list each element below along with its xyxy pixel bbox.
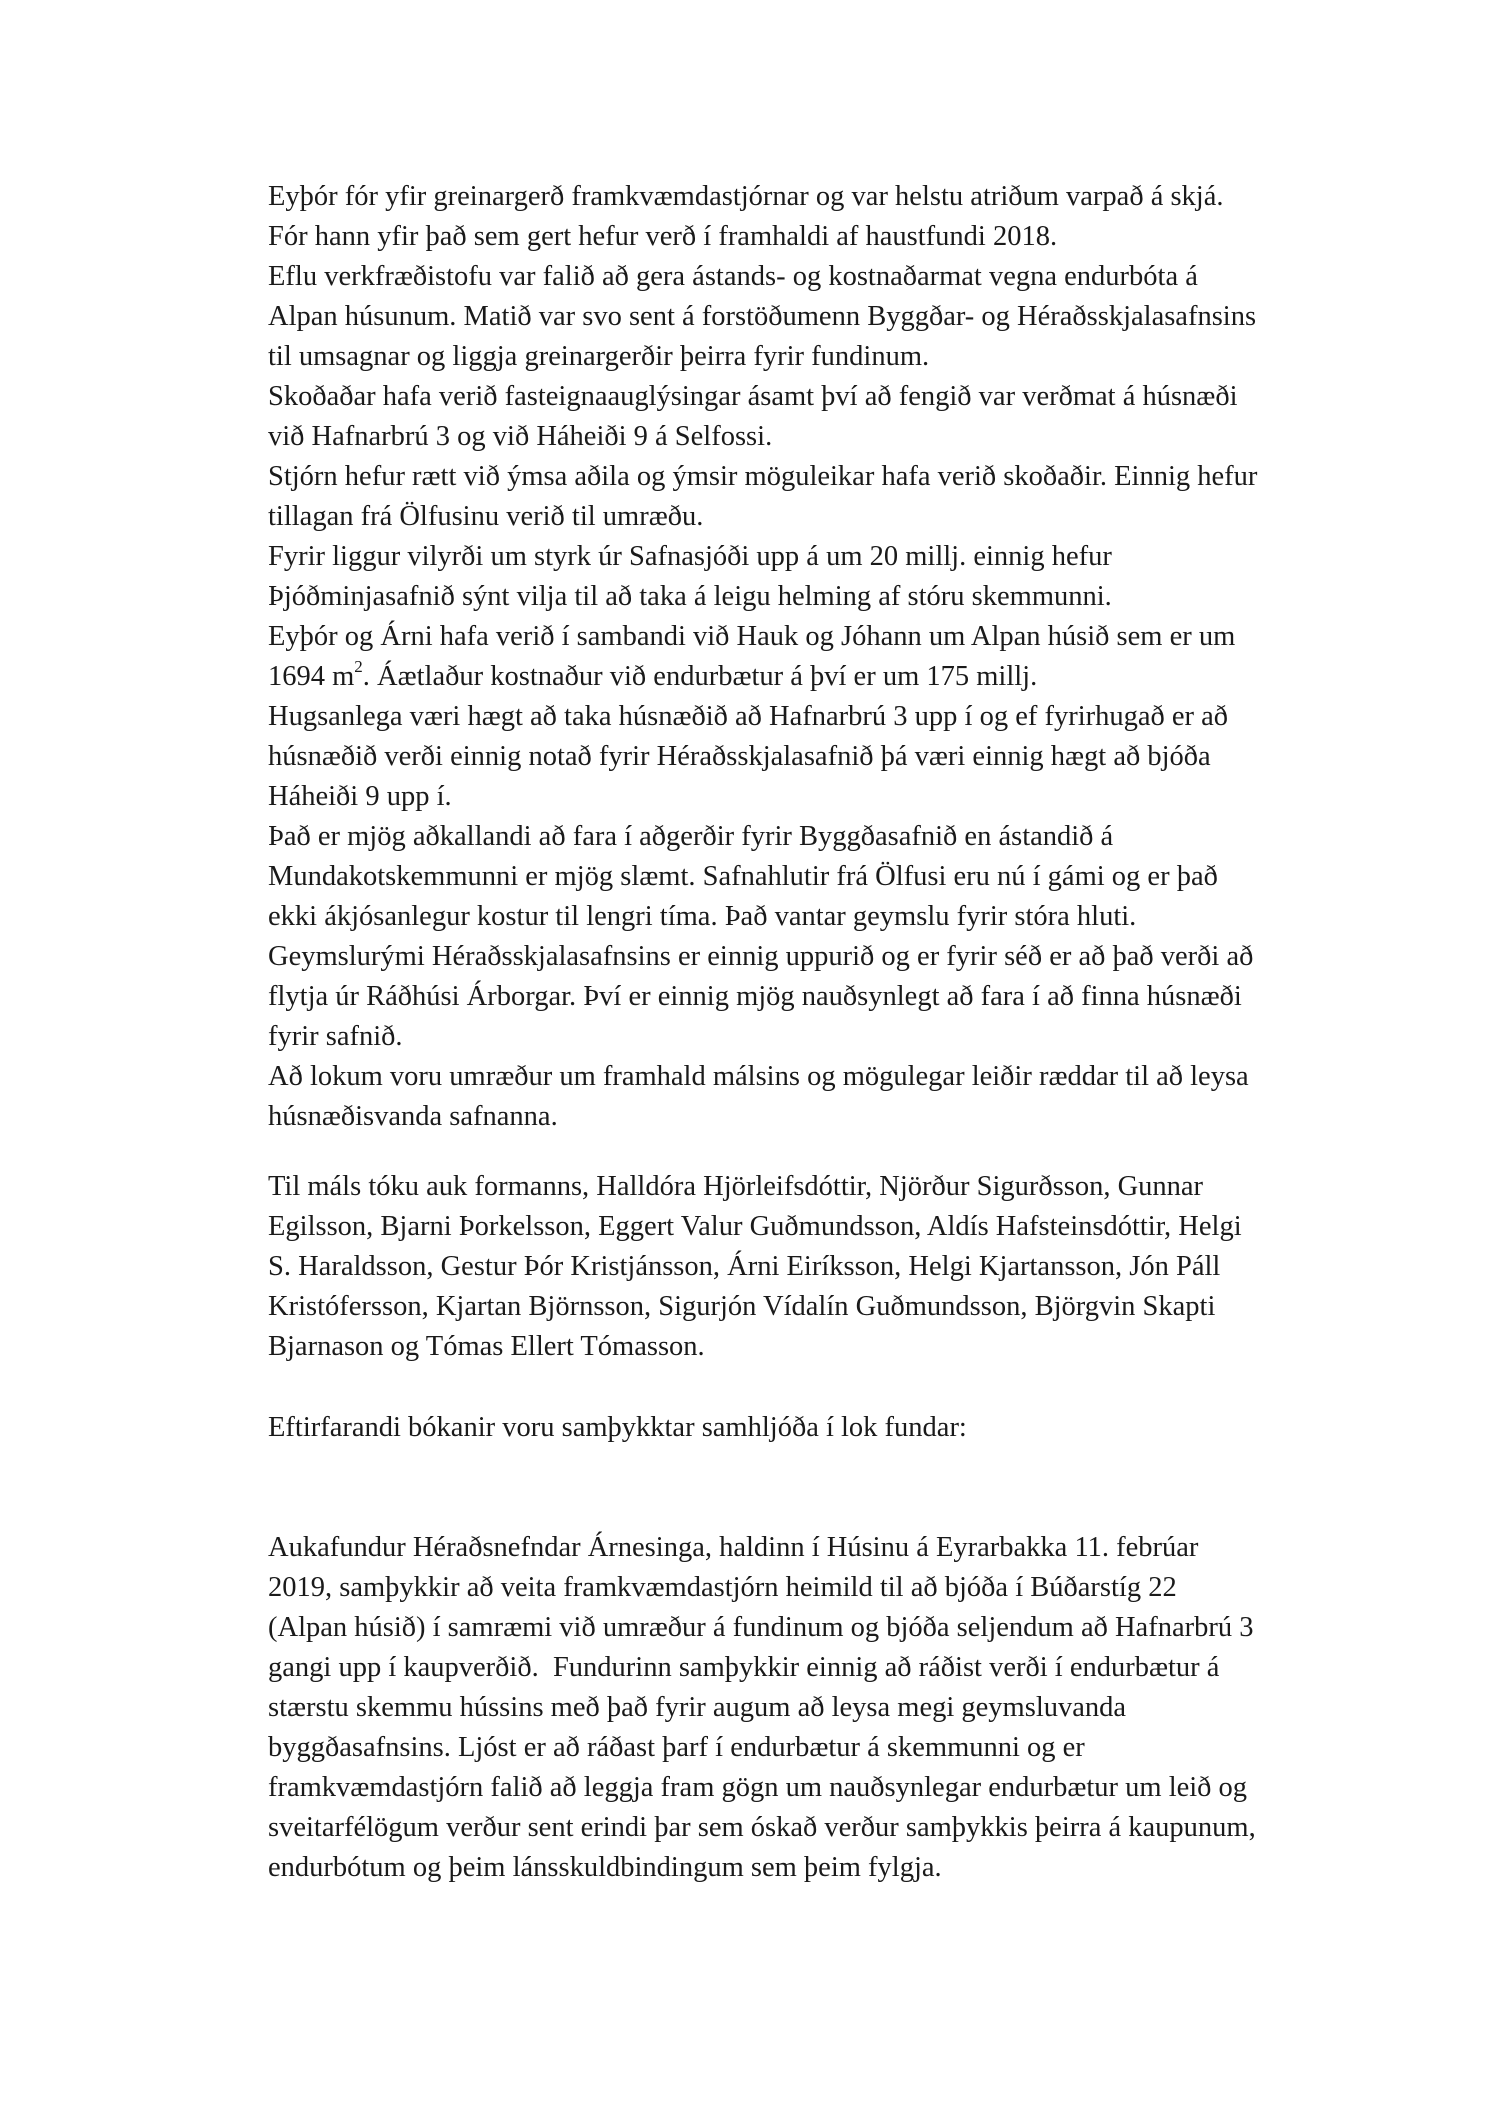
text-line: húsnæðisvanda safnanna. (268, 1101, 558, 1132)
text-line: Mundakotskemmunni er mjög slæmt. Safnahlutir frá Ölfusi eru nú í gámi og er það (268, 861, 1218, 892)
text-line: Alpan húsunum. Matið var svo sent á forstöðumenn Byggðar- og Héraðsskjalasafnsins (268, 301, 1257, 332)
text-line: 2019, samþykkir að veita framkvæmdastjórn heimild til að bjóða í Búðarstíg 22 (268, 1572, 1177, 1603)
text-line: S. Haraldsson, Gestur Þór Kristjánsson, Árni Eiríksson, Helgi Kjartansson, Jón Páll (268, 1251, 1221, 1282)
text-line: Geymslurými Héraðsskjalasafnsins er einnig uppurið og er fyrir séð er að það verði að (268, 941, 1254, 972)
text-line: Þjóðminjasafnið sýnt vilja til að taka á leigu helming af stóru skemmunni. (268, 581, 1112, 612)
text-line: Það er mjög aðkallandi að fara í aðgerðir fyrir Byggðasafnið en ástandið á (268, 821, 1114, 852)
area-cost-text: . Áætlaður kostnaður við endurbætur á því er um 175 millj. (362, 661, 1038, 692)
text-line: Háheiði 9 upp í. (268, 781, 452, 812)
text-line: Skoðaðar hafa verið fasteignaauglýsingar ásamt því að fengið var verðmat á húsnæði (268, 381, 1238, 412)
text-line: stærstu skemmu hússins með það fyrir augum að leysa megi geymsluvanda (268, 1692, 1127, 1723)
area-line (268, 657, 1338, 697)
text-line: Eyþór fór yfir greinargerð framkvæmdastjórnar og var helstu atriðum varpað á skjá. (268, 181, 1224, 212)
text-line: til umsagnar og liggja greinargerðir þeirra fyrir fundinum. (268, 341, 930, 372)
text-line: (Alpan húsið) í samræmi við umræður á fundinum og bjóða seljendum að Hafnarbrú 3 (268, 1612, 1254, 1643)
text-line: Eflu verkfræðistofu var falið að gera ástands- og kostnaðarmat vegna endurbóta á (268, 261, 1198, 292)
text-line: endurbótum og þeim lánsskuldbindingum sem þeim fylgja. (268, 1852, 942, 1883)
text-line: Til máls tóku auk formanns, Halldóra Hjörleifsdóttir, Njörður Sigurðsson, Gunnar (268, 1171, 1204, 1202)
resolution-paragraph (268, 1528, 1338, 1888)
text-line: framkvæmdastjórn falið að leggja fram gögn um nauðsynlegar endurbætur um leið og (268, 1772, 1248, 1803)
text-line: Eyþór og Árni hafa verið í sambandi við Hauk og Jóhann um Alpan húsið sem er um (268, 621, 1236, 652)
text-line: Fór hann yfir það sem gert hefur verð í framhaldi af haustfundi 2018. (268, 221, 1058, 252)
text-line: gangi upp í kaupverðið. Fundurinn samþykkir einnig að ráðist verði í endurbætur á (268, 1652, 1220, 1683)
text-line: við Hafnarbrú 3 og við Háheiði 9 á Selfossi. (268, 421, 773, 452)
area-unit-superscript: 2 (354, 656, 363, 676)
text-line: húsnæðið verði einnig notað fyrir Héraðsskjalasafnið þá væri einnig hægt að bjóða (268, 741, 1211, 772)
text-line: flytja úr Ráðhúsi Árborgar. Því er einnig mjög nauðsynlegt að fara í að finna húsnæði (268, 981, 1242, 1012)
text-line: Egilsson, Bjarni Þorkelsson, Eggert Valur Guðmundsson, Aldís Hafsteinsdóttir, Helgi (268, 1211, 1242, 1242)
area-value: 1694 m (268, 661, 355, 692)
text-line: Fyrir liggur vilyrði um styrk úr Safnasjóði upp á um 20 millj. einnig hefur (268, 541, 1112, 572)
text-line: tillagan frá Ölfusinu verið til umræðu. (268, 501, 704, 532)
text-line: sveitarfélögum verður sent erindi þar sem óskað verður samþykkis þeirra á kaupunum, (268, 1812, 1256, 1843)
text-line: ekki ákjósanlegur kostur til lengri tíma. Það vantar geymslu fyrir stóra hluti. (268, 901, 1137, 932)
text-line: byggðasafnsins. Ljóst er að ráðast þarf í endurbætur á skemmunni og er (268, 1732, 1085, 1763)
text-line: Eftirfarandi bókanir voru samþykktar samhljóða í lok fundar: (268, 1412, 967, 1443)
text-line: Aukafundur Héraðsnefndar Árnesinga, haldinn í Húsinu á Eyrarbakka 11. febrúar (268, 1532, 1199, 1563)
text-line: fyrir safnið. (268, 1021, 403, 1052)
resolution-intro-paragraph (268, 1408, 1338, 1448)
speakers-paragraph (268, 1167, 1338, 1367)
text-line: Hugsanlega væri hægt að taka húsnæðið að Hafnarbrú 3 upp í og ef fyrirhugað er að (268, 701, 1229, 732)
text-line: Að lokum voru umræður um framhald málsins og mögulegar leiðir ræddar til að leysa (268, 1061, 1249, 1092)
text-line: Bjarnason og Tómas Ellert Tómasson. (268, 1331, 705, 1362)
text-line: Stjórn hefur rætt við ýmsa aðila og ýmsir möguleikar hafa verið skoðaðir. Einnig hefur (268, 461, 1258, 492)
discussion-paragraph (268, 177, 1338, 1137)
text-line: Kristófersson, Kjartan Björnsson, Sigurjón Vídalín Guðmundsson, Björgvin Skapti (268, 1291, 1216, 1322)
